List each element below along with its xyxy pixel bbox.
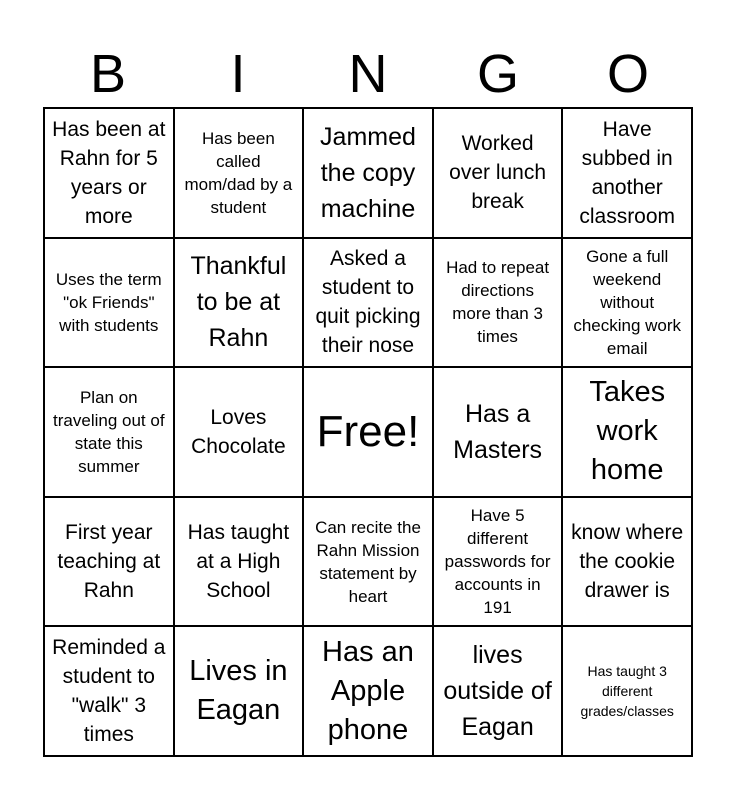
cell-text: Has a Masters [453,399,543,464]
bingo-cell-r5c3[interactable] [303,626,433,756]
cell-text: Uses the term "ok Friends" with students [55,269,162,335]
cell-text: Asked a student to quit picking their nose [315,247,421,358]
bingo-cell-r4c4[interactable] [433,497,563,627]
cell-text: Takes work home [589,376,666,487]
bingo-cell-r2c4[interactable] [433,238,563,368]
cell-text: Thankful to be at Rahn [190,252,287,353]
bingo-cell-r4c2[interactable] [174,497,304,627]
cell-text: Has taught 3 different grades/classes [580,663,674,720]
cell-text: Can recite the Rahn Mission statement by heart [315,517,421,606]
bingo-grid [43,107,693,757]
cell-text: Has been called mom/dad by a student [184,128,293,217]
cell-text: Have 5 different passwords for accounts in 191 [444,506,551,618]
bingo-cell-r5c5[interactable] [562,626,692,756]
bingo-cell-r3c4[interactable] [433,367,563,497]
bingo-cell-r4c5[interactable] [562,497,692,627]
cell-text: Gone a full weekend without checking work email [573,246,682,358]
free-space-text: Free! [316,406,420,456]
cell-text: lives outside of Eagan [443,641,552,742]
bingo-cell-r3c5[interactable] [562,367,692,497]
cell-text: know where the cookie drawer is [571,521,684,603]
bingo-cell-r1c5[interactable] [562,108,692,238]
cell-text: Has been at Rahn for 5 years or more [52,117,166,228]
bingo-cell-r3c1[interactable] [44,367,174,497]
cell-text: Loves Chocolate [191,405,286,458]
cell-text: Had to repeat directions more than 3 times [446,258,550,347]
header-letter-o: O [606,44,649,104]
header-letter-g: G [476,44,519,104]
bingo-cell-r5c4[interactable] [433,626,563,756]
cell-text: Reminded a student to "walk" 3 times [52,636,166,747]
cell-text: Lives in Eagan [189,655,288,727]
cell-text: Have subbed in another classroom [579,117,676,228]
bingo-cell-r5c2[interactable] [174,626,304,756]
bingo-cell-r2c2[interactable] [174,238,304,368]
bingo-cell-r4c1[interactable] [44,497,174,627]
bingo-cell-r4c3[interactable] [303,497,433,627]
cell-text: Has an Apple phone [322,635,414,746]
bingo-cell-free[interactable] [303,367,433,497]
header-letter-b: B [89,44,127,104]
header-letter-i: I [230,44,246,104]
bingo-cell-r1c3[interactable] [303,108,433,238]
cell-text: Worked over lunch break [449,132,547,214]
bingo-cell-r2c1[interactable] [44,238,174,368]
bingo-cell-r1c1[interactable] [44,108,174,238]
bingo-cell-r2c3[interactable] [303,238,433,368]
bingo-cell-r1c4[interactable] [433,108,563,238]
header-letter-n: N [348,44,388,104]
bingo-cell-r2c5[interactable] [562,238,692,368]
bingo-cell-r3c2[interactable] [174,367,304,497]
cell-text: First year teaching at Rahn [57,521,161,603]
bingo-cell-r1c2[interactable] [174,108,304,238]
cell-text: Plan on traveling out of state this summer [53,387,165,476]
bingo-cell-r5c1[interactable] [44,626,174,756]
cell-text: Has taught at a High School [187,521,290,603]
cell-text: Jammed the copy machine [320,122,416,223]
bingo-header [43,42,693,106]
